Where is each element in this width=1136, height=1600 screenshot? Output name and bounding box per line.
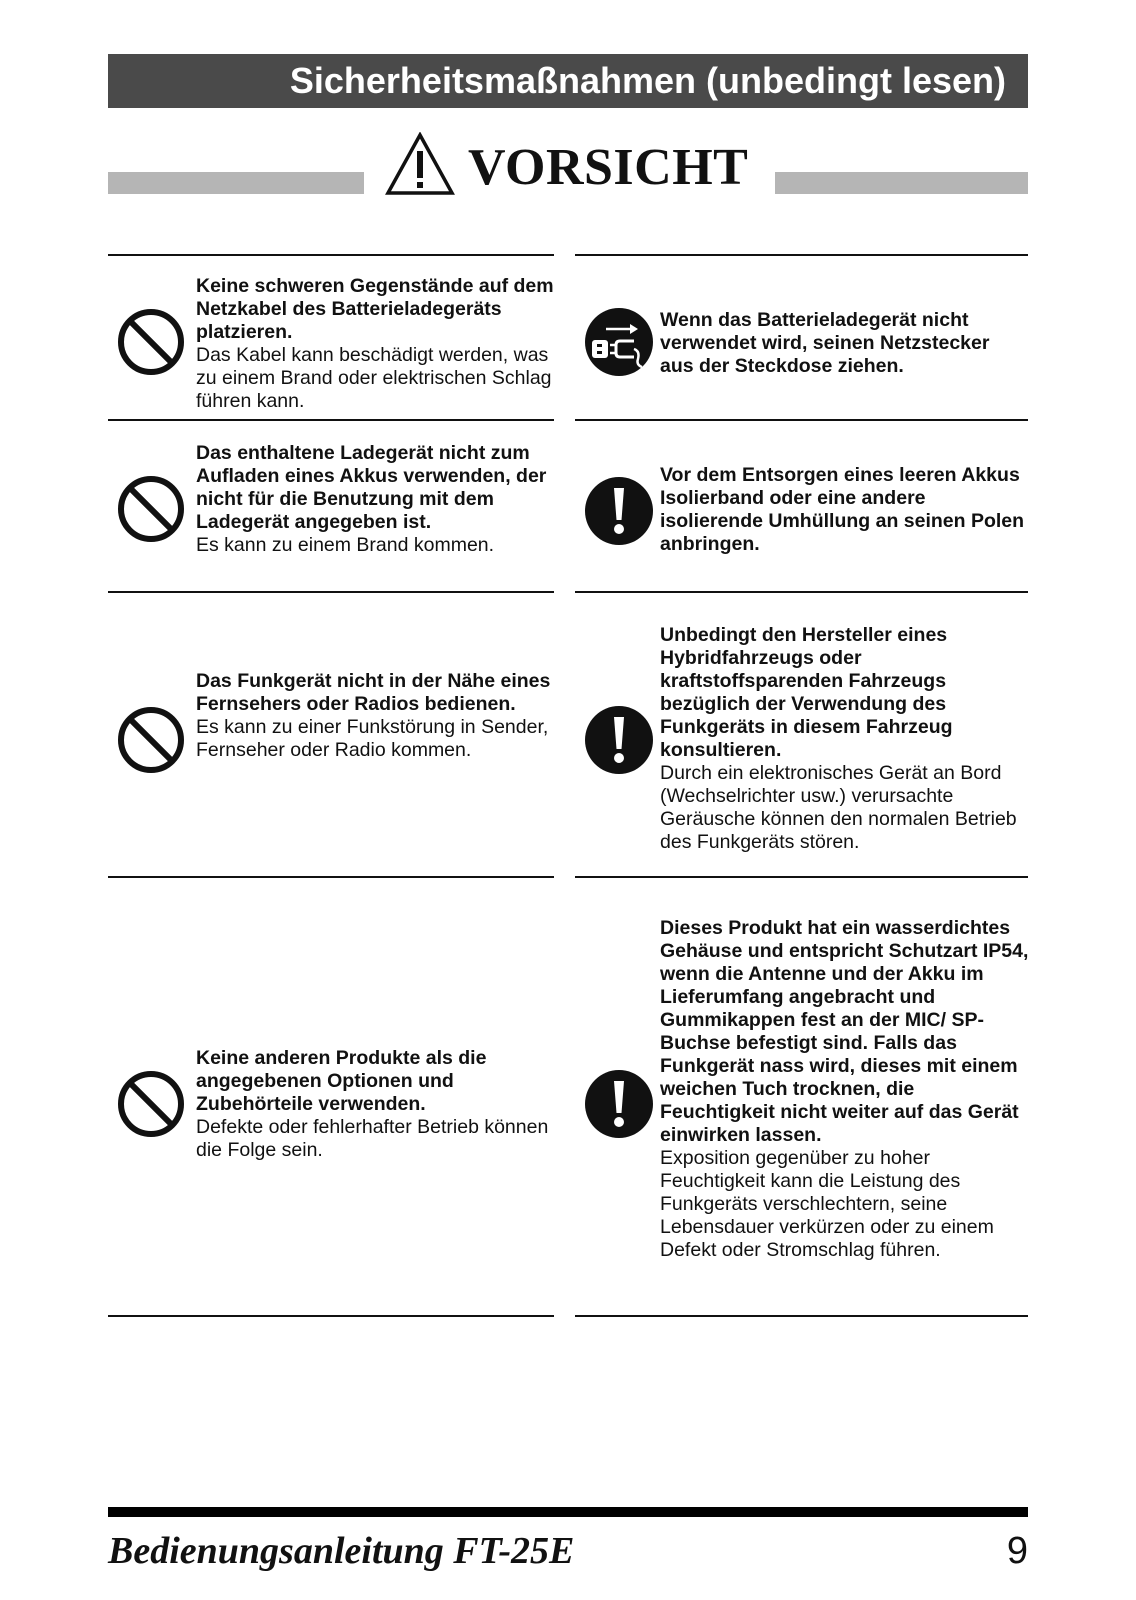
warning-triangle-icon [385,132,455,196]
item-bold-text: Wenn das Batterieladegerät nicht verwendet wird, seinen Netzstecker aus der Steckdose ziehen. [660,309,990,377]
item-bold-text: Das Funkgerät nicht in der Nähe eines Fernsehers oder Radios bedienen. [196,670,551,715]
caution-bar-left [108,172,364,194]
divider [575,591,1028,593]
unplug-icon [584,307,654,377]
prohibition-icon [116,307,186,377]
item-normal-text: Exposition gegenüber zu hoher Feuchtigkeit kann die Leistung des Funkgeräts verschlechtern, seine Lebensdauer verkürzen oder zu einem Defekt oder Stromschlag führen. [660,1147,994,1261]
divider [108,419,554,421]
item-bold-text: Vor dem Entsorgen eines leeren Akkus Isolierband oder eine andere isolierende Umhüllung an seinen Polen anbringen. [660,464,1025,555]
mandatory-exclamation-icon [584,476,654,546]
item-normal-text: Es kann zu einem Brand kommen. [196,534,495,556]
caution-heading [108,128,1028,208]
item-bold-text: Keine anderen Produkte als die angegebenen Optionen und Zubehörteile verwenden. [196,1047,487,1115]
divider [575,876,1028,878]
prohibition-icon [116,705,186,775]
prohibition-icon [116,1069,186,1139]
item-bold-text: Das enthaltene Ladegerät nicht zum Aufladen eines Akkus verwenden, der nicht für die Benutzung mit dem Ladegerät angegeben ist. [196,442,547,533]
prohibition-icon [116,474,186,544]
item-bold-text: Unbedingt den Hersteller eines Hybridfahrzeugs oder kraftstoffsparenden Fahrzeugs bezüglich der Verwendung des Funkgeräts in diesem Fahrzeug konsultieren. [660,624,953,761]
item-bold-text: Keine schweren Gegenstände auf dem Netzkabel des Batterieladegeräts platzieren. [196,275,554,343]
section-title: Sicherheitsmaßnahmen (unbedingt lesen) [108,54,1028,108]
divider [108,1315,554,1317]
mandatory-exclamation-icon [584,1069,654,1139]
item-normal-text: Es kann zu einer Funkstörung in Sender, Fernseher oder Radio kommen. [196,716,549,761]
item-normal-text: Defekte oder fehlerhafter Betrieb können die Folge sein. [196,1116,549,1161]
caution-label: VORSICHT [468,139,749,196]
caution-bar-right [775,172,1028,194]
item-normal-text: Durch ein elektronisches Gerät an Bord (Wechselrichter usw.) verursachte Geräusche können den normalen Betrieb des Funkgeräts stören. [660,762,1017,853]
divider [575,1315,1028,1317]
mandatory-exclamation-icon [584,705,654,775]
item-bold-text: Dieses Produkt hat ein wasserdichtes Gehäuse und entspricht Schutzart IP54, wenn die Antenne und der Akku im Lieferumfang angebracht und Gummikappen fest an der MIC/ SP-Buchse befestigt sind. Falls das Funkgerät nass wird, dieses mit einem weichen Tuch trocknen, die Feuchtigkeit nicht weiter auf das Gerät einwirken lassen. [660,917,1029,1146]
divider [108,254,554,256]
item-normal-text: Das Kabel kann beschädigt werden, was zu einem Brand oder elektrischen Schlag führen kann. [196,344,552,412]
divider [108,591,554,593]
footer-rule [108,1507,1028,1517]
divider [108,876,554,878]
manual-title: Bedienungsanleitung FT-25E [108,1530,575,1572]
page-number: 9 [1006,1530,1028,1572]
divider [575,254,1028,256]
divider [575,419,1028,421]
